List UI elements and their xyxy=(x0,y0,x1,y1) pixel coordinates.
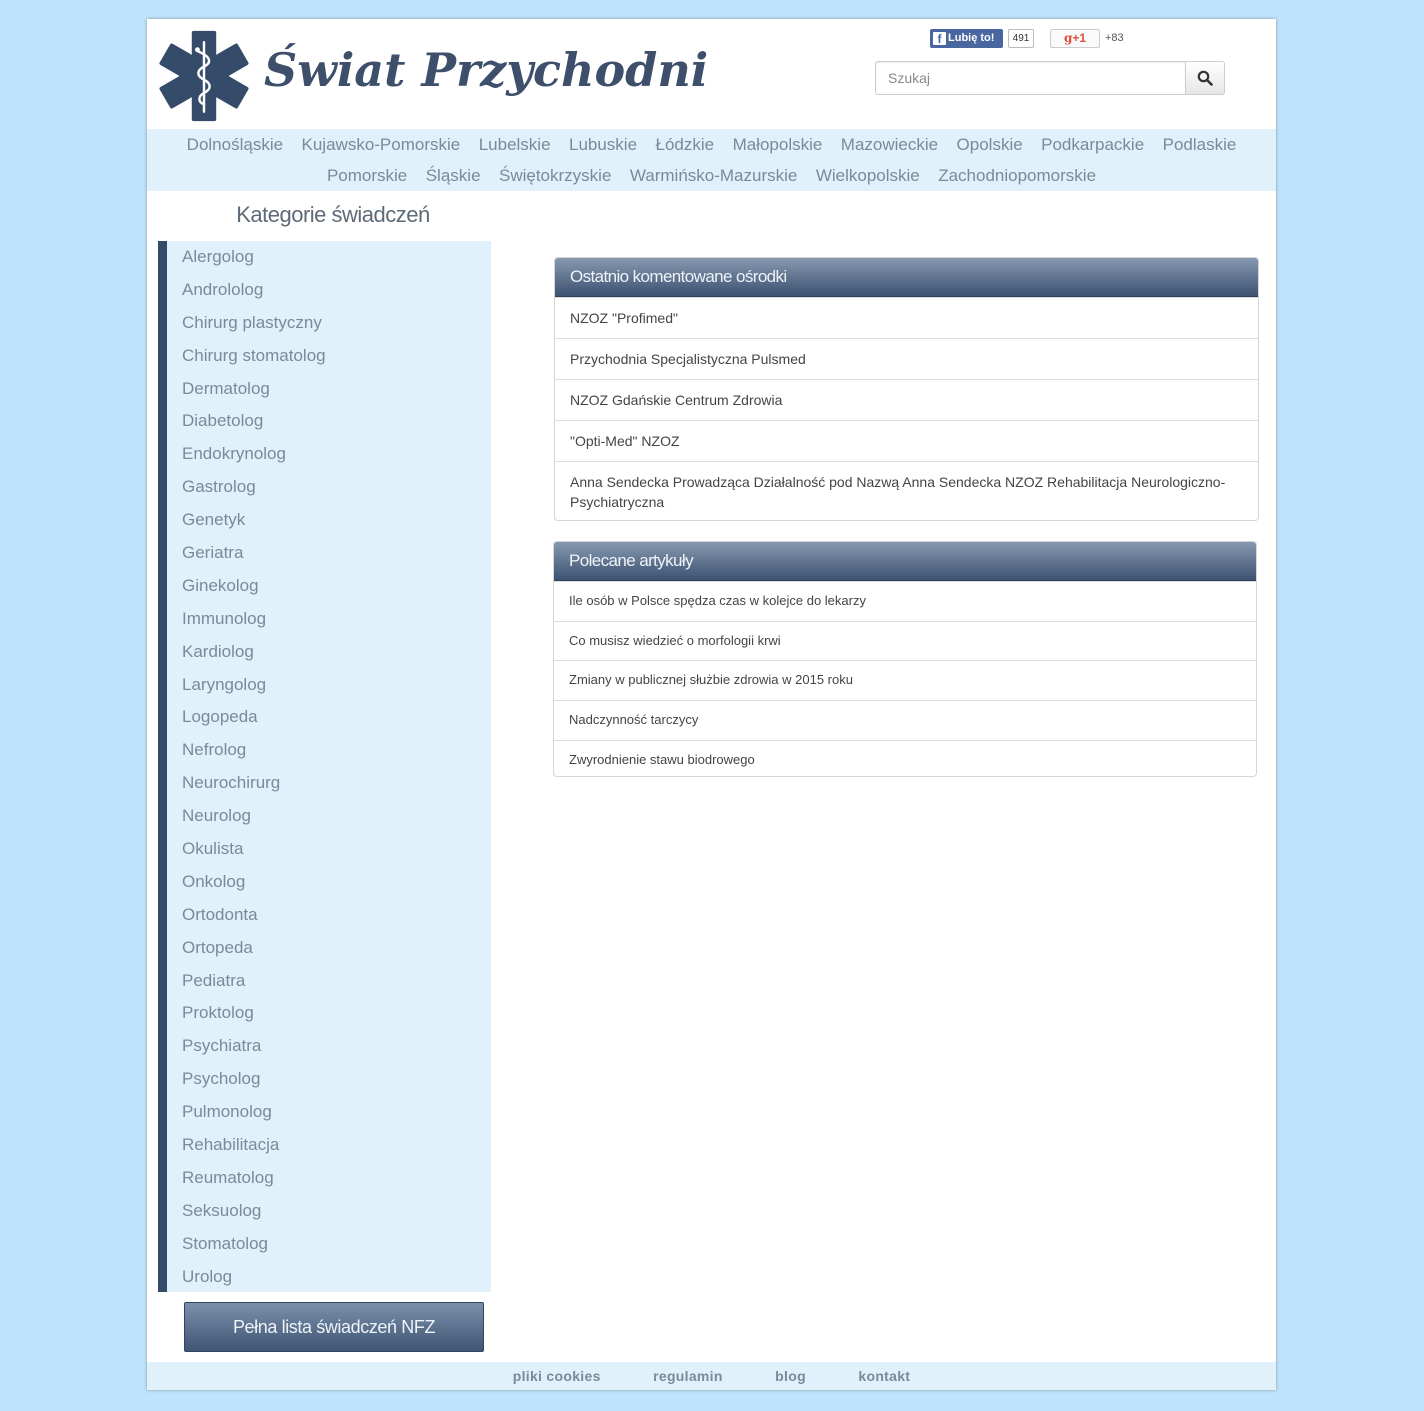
category-item[interactable]: Psycholog xyxy=(182,1069,261,1089)
category-item[interactable]: Andrololog xyxy=(182,279,264,299)
recent-centers-title: Ostatnio komentowane ośrodki xyxy=(555,258,1258,297)
region-link-swietokrzyskie[interactable]: Świętokrzyskie xyxy=(498,166,612,185)
region-link-lubuskie[interactable]: Lubuskie xyxy=(568,135,638,154)
region-link-wielkopolskie[interactable]: Wielkopolskie xyxy=(815,166,920,185)
region-nav-row-1 xyxy=(147,133,1276,164)
region-link-podkarpackie[interactable]: Podkarpackie xyxy=(1041,135,1145,154)
category-item[interactable]: Neurolog xyxy=(182,806,251,826)
article-item[interactable]: Nadczynność tarczycy xyxy=(554,700,1256,740)
category-item[interactable]: Urolog xyxy=(182,1266,233,1286)
category-item[interactable]: Gastrolog xyxy=(182,477,256,497)
category-item[interactable]: Neurochirurg xyxy=(182,773,281,793)
categories-title: Kategorie świadczeń xyxy=(236,202,430,227)
region-link-lubelskie[interactable]: Lubelskie xyxy=(478,135,551,154)
region-link-lodzkie[interactable]: Łódzkie xyxy=(655,135,715,154)
region-link-zachodniopomorskie[interactable]: Zachodniopomorskie xyxy=(938,166,1097,185)
site-title[interactable]: Świat Przychodni xyxy=(264,43,709,97)
category-item[interactable]: Pulmonolog xyxy=(182,1102,272,1122)
article-item[interactable]: Ile osób w Polsce spędza czas w kolejce do lekarzy xyxy=(554,581,1256,621)
region-link-warminsko-mazurskie[interactable]: Warmińsko-Mazurskie xyxy=(629,166,798,185)
category-item[interactable]: Okulista xyxy=(182,839,244,859)
category-item[interactable]: Ortopeda xyxy=(182,937,253,957)
recent-center-item[interactable]: Przychodnia Specjalistyczna Pulsmed xyxy=(555,338,1258,379)
category-item[interactable]: Ortodonta xyxy=(182,904,258,924)
category-item[interactable]: Reumatolog xyxy=(182,1167,274,1187)
region-nav-row-2 xyxy=(147,164,1276,195)
recent-center-item[interactable]: "Opti-Med" NZOZ xyxy=(555,420,1258,461)
region-nav xyxy=(147,129,1276,191)
google-plus-button[interactable] xyxy=(1050,29,1100,48)
page-container xyxy=(147,19,1276,1390)
category-item[interactable]: Logopeda xyxy=(182,707,258,727)
star-of-life-logo-icon[interactable] xyxy=(157,29,251,123)
category-item[interactable]: Seksuolog xyxy=(182,1200,262,1220)
facebook-like-count: 491 xyxy=(1008,29,1034,48)
category-item[interactable]: Proktolog xyxy=(182,1003,254,1023)
search-input[interactable] xyxy=(875,61,1186,95)
recent-center-item[interactable]: NZOZ "Profimed" xyxy=(555,297,1258,338)
facebook-icon: f xyxy=(933,32,946,45)
recommended-articles-title: Polecane artykuły xyxy=(554,542,1256,581)
article-item[interactable]: Zwyrodnienie stawu biodrowego xyxy=(554,740,1256,777)
region-link-mazowieckie[interactable]: Mazowieckie xyxy=(840,135,939,154)
category-item[interactable]: Genetyk xyxy=(182,510,246,530)
region-link-podlaskie[interactable]: Podlaskie xyxy=(1162,135,1237,154)
category-item[interactable]: Onkolog xyxy=(182,871,246,891)
category-item[interactable]: Laryngolog xyxy=(182,674,267,694)
google-plus-label: +1 xyxy=(1072,31,1087,45)
category-item[interactable]: Ginekolog xyxy=(182,575,259,595)
article-item[interactable]: Co musisz wiedzieć o morfologii krwi xyxy=(554,621,1256,661)
footer xyxy=(147,1362,1276,1390)
recent-centers-panel xyxy=(554,257,1259,521)
category-item[interactable]: Nefrolog xyxy=(182,740,247,760)
article-item[interactable]: Zmiany w publicznej służbie zdrowia w 2015 roku xyxy=(554,660,1256,700)
category-item[interactable]: Diabetolog xyxy=(182,411,264,431)
category-item[interactable]: Rehabilitacja xyxy=(182,1135,280,1155)
region-link-slaskie[interactable]: Śląskie xyxy=(425,166,481,185)
category-list xyxy=(158,241,491,1292)
region-link-malopolskie[interactable]: Małopolskie xyxy=(732,135,823,154)
footer-link-kontakt[interactable]: kontakt xyxy=(858,1368,911,1384)
category-item[interactable]: Psychiatra xyxy=(182,1036,262,1056)
category-item[interactable]: Alergolog xyxy=(182,247,254,266)
region-link-opolskie[interactable]: Opolskie xyxy=(956,135,1023,154)
category-item[interactable]: Endokrynolog xyxy=(182,444,286,464)
full-nfz-list-button[interactable]: Pełna lista świadczeń NFZ xyxy=(184,1302,484,1352)
footer-link-cookies[interactable]: pliki cookies xyxy=(512,1368,601,1384)
region-link-dolnoslaskie[interactable]: Dolnośląskie xyxy=(186,135,284,154)
category-item[interactable]: Kardiolog xyxy=(182,641,254,661)
category-item[interactable]: Chirurg plastyczny xyxy=(182,312,322,332)
footer-link-regulamin[interactable]: regulamin xyxy=(653,1368,723,1384)
region-link-pomorskie[interactable]: Pomorskie xyxy=(326,166,408,185)
facebook-like-label: Lubię to! xyxy=(948,32,995,44)
recommended-articles-panel xyxy=(553,541,1257,777)
category-item[interactable]: Dermatolog xyxy=(182,378,270,398)
category-item[interactable]: Chirurg stomatolog xyxy=(182,345,326,365)
category-item[interactable]: Immunolog xyxy=(182,608,267,628)
category-item[interactable]: Pediatra xyxy=(182,970,246,990)
category-item[interactable]: Geriatra xyxy=(182,543,244,563)
recent-center-item[interactable]: NZOZ Gdańskie Centrum Zdrowia xyxy=(555,379,1258,420)
category-item[interactable]: Stomatolog xyxy=(182,1233,268,1253)
search-button[interactable] xyxy=(1185,61,1225,95)
google-plus-icon: g xyxy=(1063,31,1073,45)
facebook-like-button[interactable] xyxy=(930,29,1003,48)
google-plus-count: +83 xyxy=(1105,32,1124,44)
footer-link-blog[interactable]: blog xyxy=(775,1368,806,1384)
search-icon xyxy=(1197,70,1213,86)
recent-center-item[interactable]: Anna Sendecka Prowadząca Działalność pod Nazwą Anna Sendecka NZOZ Rehabilitacja Neurologiczno-Psychiatryczna xyxy=(555,461,1258,521)
region-link-kujawsko-pomorskie[interactable]: Kujawsko-Pomorskie xyxy=(301,135,461,154)
